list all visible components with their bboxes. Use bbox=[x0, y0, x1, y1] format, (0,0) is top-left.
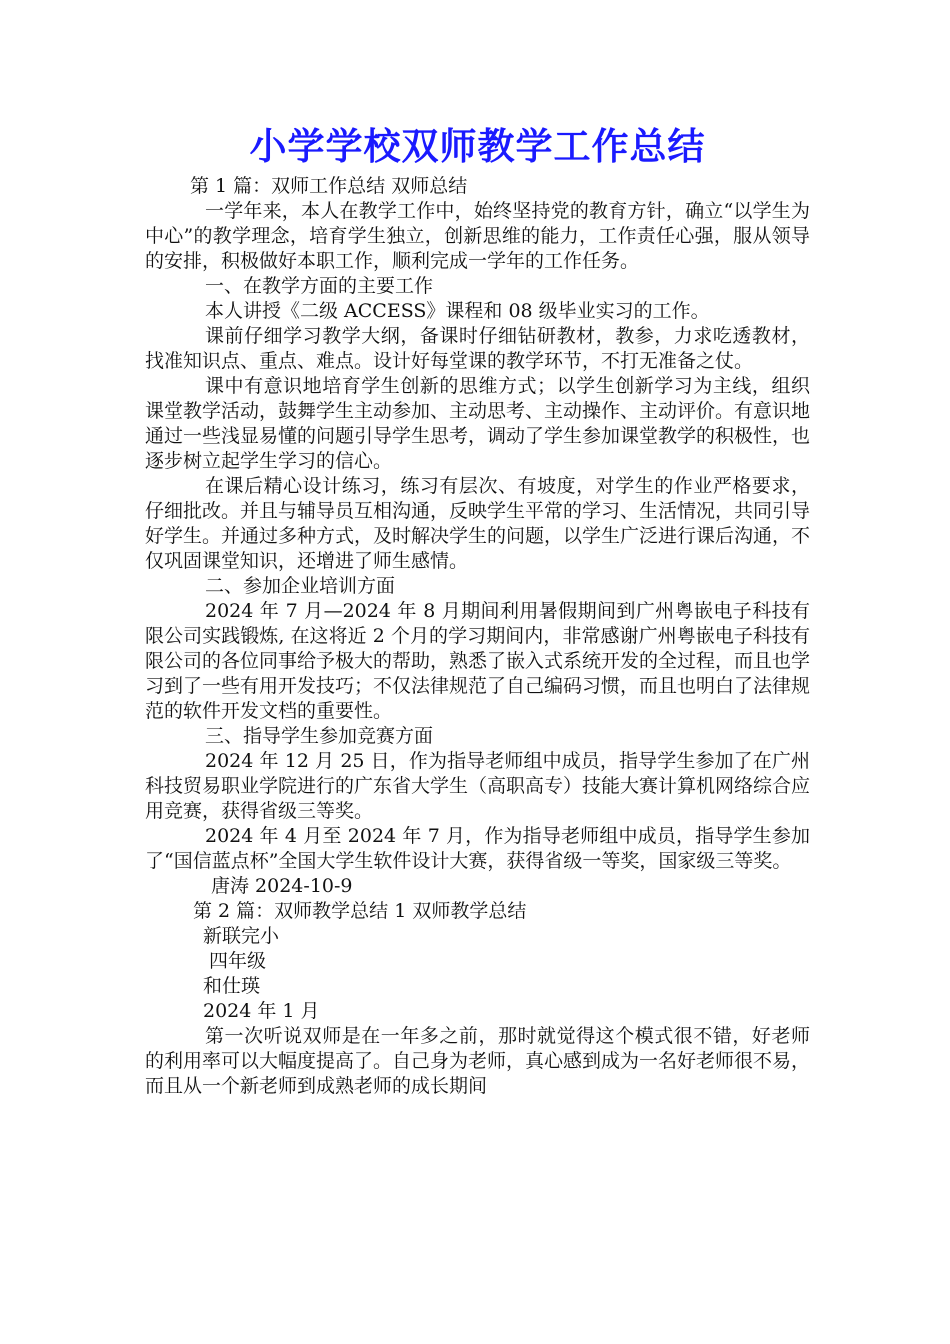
section1-heading-training: 二、参加企业培训方面 bbox=[205, 575, 396, 597]
section1-heading-competition: 三、指导学生参加竞赛方面 bbox=[205, 725, 434, 747]
section1-paragraph-course: 本人讲授《二级 ACCESS》课程和 08 级毕业实习的工作。 bbox=[205, 300, 710, 322]
document-page bbox=[145, 118, 810, 1099]
section1-paragraph-competition-2: 2024 年 4 月至 2024 年 7 月，作为指导老师组中成员，指导学生参加了“国信蓝点杯”全国大学生软件设计大赛，获得省级一等奖，国家级三等奖。 bbox=[145, 825, 810, 872]
section1-signature: 唐涛 2024-10-9 bbox=[211, 875, 353, 897]
section2-grade: 四年级 bbox=[209, 950, 267, 972]
section1-paragraph-competition-1: 2024 年 12 月 25 日，作为指导老师组中成员，指导学生参加了在广州科技贸易职业学院进行的广东省大学生（高职高专）技能大赛计算机网络综合应用竞赛，获得省级三等奖。 bbox=[145, 750, 811, 822]
document-title: 小学学校双师教学工作总结 bbox=[249, 124, 706, 168]
section2-heading: 第 2 篇：双师教学总结 1 双师教学总结 bbox=[193, 900, 527, 922]
section1-heading-teaching: 一、在教学方面的主要工作 bbox=[205, 275, 434, 297]
section1-paragraph-training: 2024 年 7 月—2024 年 8 月期间利用暑假期间到广州粤嵌电子科技有限公司实践锻炼, 在这将近 2 个月的学习期间内，非常感谢广州粤嵌电子科技有限公司的各位同事给予极大的帮助，熟悉了嵌入式系统开发的全过程，而且也学习到了一些有用开发技巧；不仅法律规范了自己编码习惯，而且也明白了法律规范的软件开发文档的重要性。 bbox=[145, 600, 811, 722]
section2-paragraph-1: 第一次听说双师是在一年多之前，那时就觉得这个模式很不错，好老师的利用率可以大幅度提高了。自己身为老师，真心感到成为一名好老师很不易，而且从一个新老师到成熟老师的成长期间 bbox=[145, 1025, 811, 1097]
section1-heading: 第 1 篇：双师工作总结 双师总结 bbox=[190, 175, 468, 197]
section2-school: 新联完小 bbox=[203, 925, 280, 947]
section1-intro: 一学年来，本人在教学工作中，始终坚持党的教育方针，确立“以学生为中心”的教学理念，培育学生独立，创新思维的能力，工作责任心强，服从领导的安排，积极做好本职工作，顺利完成一学年的工作任务。 bbox=[145, 200, 810, 272]
section1-paragraph-in-class: 课中有意识地培育学生创新的思维方式；以学生创新学习为主线，组织课堂教学活动，鼓舞学生主动参加、主动思考、主动操作、主动评价。有意识地通过一些浅显易懂的问题引导学生思考，调动了学生参加课堂教学的积极性，也逐步树立起学生学习的信心。 bbox=[145, 375, 811, 472]
section2-teacher-name: 和仕瑛 bbox=[203, 975, 261, 997]
section1-paragraph-after-class: 在课后精心设计练习，练习有层次、有坡度，对学生的作业严格要求，仔细批改。并且与辅导员互相沟通，反映学生平常的学习、生活情况，共同引导好学生。并通过多种方式，及时解决学生的问题，以学生广泛进行课后沟通，不仅巩固课堂知识，还增进了师生感情。 bbox=[145, 475, 811, 572]
section1-paragraph-before-class: 课前仔细学习教学大纲，备课时仔细钻研教材，教参，力求吃透教材，找准知识点、重点、难点。设计好每堂课的教学环节，不打无准备之仗。 bbox=[145, 325, 810, 372]
section2-date: 2024 年 1 月 bbox=[203, 1000, 320, 1022]
